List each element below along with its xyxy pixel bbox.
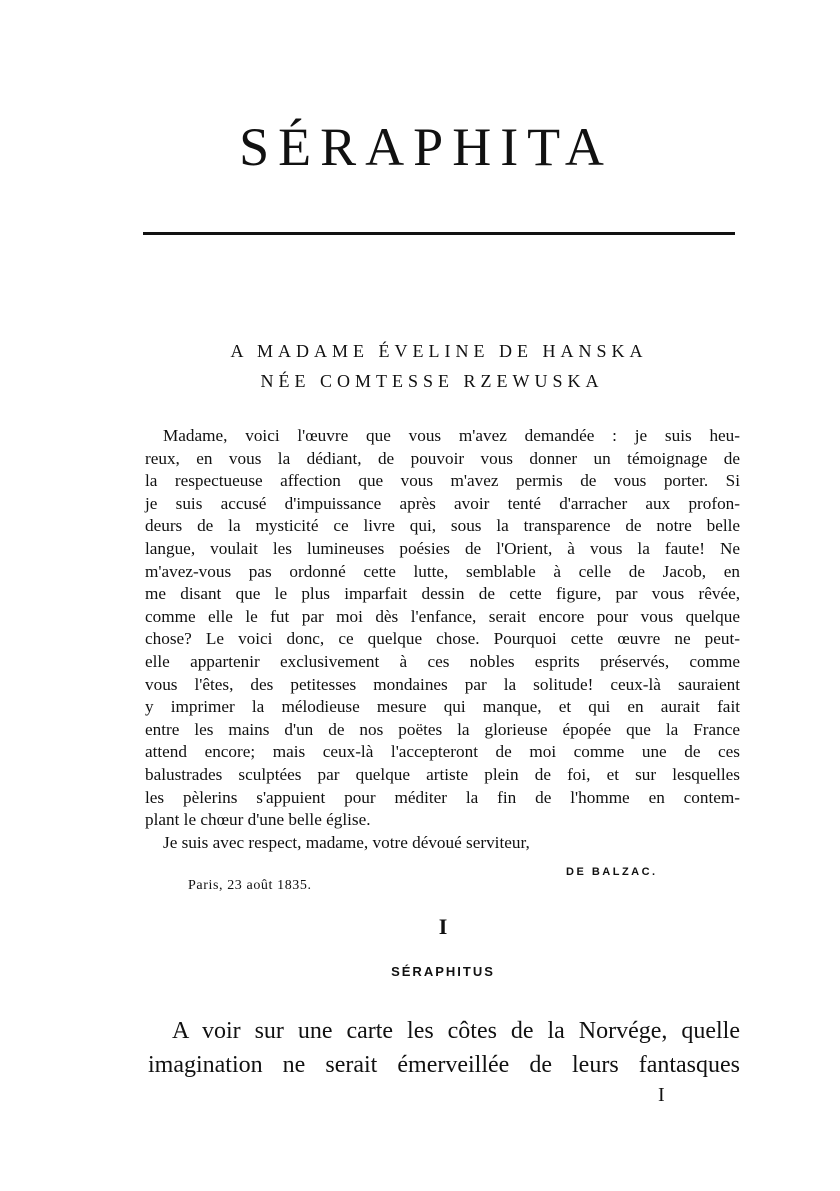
- letter-line: entre les mains d'un de nos poëtes la glorieuse épopée que la France: [145, 719, 740, 739]
- letter-line: les pèlerins s'appuient pour méditer la fin de l'homme en contem-: [145, 787, 740, 807]
- letter-line: y imprimer la mélodieuse mesure qui manque, et qui en aurait fait: [145, 697, 740, 717]
- letter-line: vous l'êtes, des petitesses mondaines par la solitude! ceux-là sauraient: [145, 674, 740, 694]
- letter-line: comme elle le fut par moi dès l'enfance, serait encore pour vous quelque: [145, 606, 740, 626]
- dedication-line-2: NÉE COMTESSE RZEWUSKA: [260, 371, 604, 391]
- letter-line: je suis accusé d'impuissance après avoir tenté d'arracher aux profon-: [145, 493, 740, 513]
- printer-signature-mark: I: [658, 1084, 665, 1106]
- book-title: SÉRAPHITA: [239, 117, 613, 177]
- dedication-letter: [145, 425, 740, 854]
- letter-line: Madame, voici l'œuvre que vous m'avez demandée : je suis heu-: [163, 426, 740, 445]
- letter-line: attend encore; mais ceux-là l'accepteront de moi comme une de ces: [145, 742, 740, 762]
- dedication-line-1: A MADAME ÉVELINE DE HANSKA: [230, 341, 648, 361]
- place-date: Paris, 23 août 1835.: [188, 878, 312, 893]
- body-line: A voir sur une carte les côtes de la Norvége, quelle: [172, 1018, 740, 1044]
- letter-line: deurs de la mysticité ce livre qui, sous la transparence de notre belle: [145, 516, 740, 536]
- letter-line: m'avez-vous pas ordonné cette lutte, semblable à celle de Jacob, en: [145, 561, 740, 581]
- letter-line: elle appartenir exclusivement à ces nobles esprits préservés, comme: [145, 651, 740, 671]
- body-line: imagination ne serait émerveillée de leurs fantasques: [148, 1052, 740, 1078]
- letter-line: plant le chœur d'une belle église.: [145, 810, 371, 830]
- letter-line: la respectueuse affection que vous m'avez permis de vous porter. Si: [145, 471, 740, 491]
- letter-line: me disant que le plus imparfait dessin de cette figure, par vous rêvée,: [145, 584, 740, 604]
- chapter-body: [148, 1014, 740, 1082]
- letter-line: chose? Le voici donc, ce quelque chose. Pourquoi cette œuvre ne peut-: [145, 629, 740, 649]
- author-signature: DE BALZAC.: [566, 866, 658, 878]
- letter-line: reux, en vous la dédiant, de pouvoir vous donner un témoignage de: [145, 448, 740, 468]
- chapter-number: I: [438, 914, 448, 939]
- title-rule: [143, 232, 735, 235]
- letter-line: balustrades sculptées par quelque artiste plein de foi, et sur lesquelles: [145, 764, 740, 784]
- letter-line: langue, voulait les lumineuses poésies de l'Orient, à vous la faute! Ne: [145, 538, 740, 558]
- chapter-title: SÉRAPHITUS: [391, 964, 495, 979]
- letter-closing: Je suis avec respect, madame, votre dévoué serviteur,: [163, 832, 530, 852]
